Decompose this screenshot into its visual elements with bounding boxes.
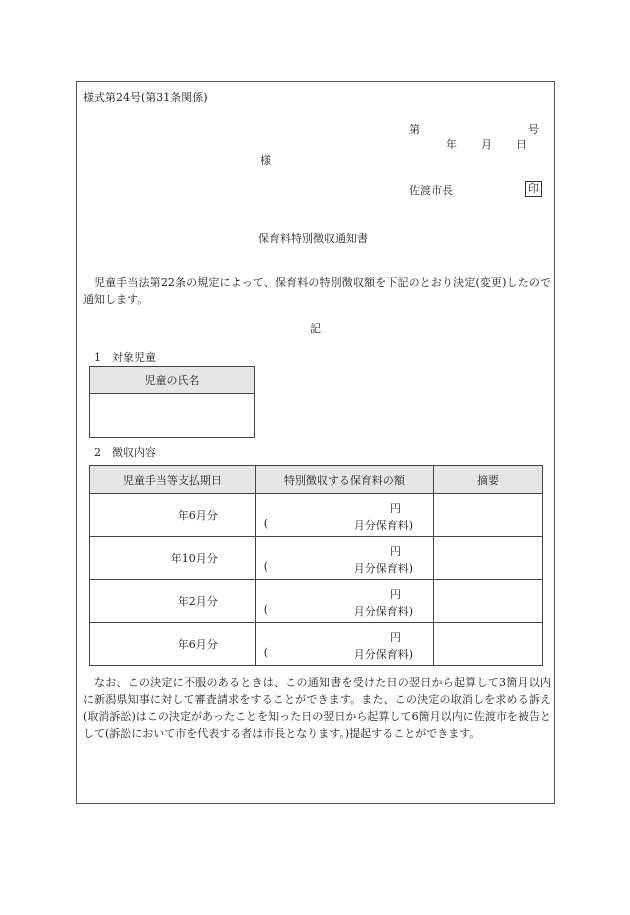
section2-heading: 2 徴収内容 xyxy=(94,446,156,459)
remarks-cell xyxy=(434,580,543,623)
amount-cell xyxy=(255,537,433,580)
collection-table xyxy=(89,465,543,666)
number-suffix: 号 xyxy=(528,123,539,136)
issuer: 佐渡市長 xyxy=(409,184,453,197)
date-day: 日 xyxy=(516,138,527,151)
yen-unit: 円 xyxy=(390,631,402,644)
child-table xyxy=(89,366,255,438)
date-month: 月 xyxy=(481,138,492,151)
table-header-row xyxy=(90,466,543,494)
child-name-cell xyxy=(90,394,255,438)
remarks-cell xyxy=(434,494,543,537)
table-row xyxy=(90,537,543,580)
date-year: 年 xyxy=(446,138,457,151)
amount-cell xyxy=(255,580,433,623)
amount-cell xyxy=(255,623,433,666)
yen-unit: 円 xyxy=(390,545,402,558)
payment-date-header: 児童手当等支払期日 xyxy=(90,466,256,494)
remarks-cell xyxy=(434,537,543,580)
amount-cell xyxy=(255,494,433,537)
addressee-suffix: 様 xyxy=(260,154,271,167)
remarks-cell xyxy=(434,623,543,666)
month-fee-label: 月分保育料) xyxy=(353,519,414,532)
paren-open: ( xyxy=(263,603,269,616)
yen-unit: 円 xyxy=(390,588,402,601)
notice-paragraph: なお、この決定に不服のあるときは、この通知書を受けた日の翌日から起算して3箇月以内に新潟県知事に対して審査請求をすることができます。また、この決定の取消しを求める訴え(取消訴訟)はこの決定があったことを知った日の翌日から起算して6箇月以内に佐渡市を被告として(訴訟において市を代表する者は市長となります。)提起することができます。 xyxy=(83,676,551,740)
payment-date-cell: 年6月分 xyxy=(90,494,256,537)
month-fee-label: 月分保育料) xyxy=(353,562,414,575)
document-title: 保育料特別徴収通知書 xyxy=(258,232,368,245)
section1-heading: 1 対象児童 xyxy=(94,351,156,364)
amount-header: 特別徴収する保育料の額 xyxy=(255,466,433,494)
table-row xyxy=(90,494,543,537)
ki-heading: 記 xyxy=(310,322,321,335)
payment-date-cell: 年10月分 xyxy=(90,537,256,580)
seal-label: 印 xyxy=(525,181,542,197)
form-number: 様式第24号(第31条関係) xyxy=(83,91,208,104)
child-name-header: 児童の氏名 xyxy=(90,367,255,394)
paren-open: ( xyxy=(263,560,269,573)
payment-date-cell: 年6月分 xyxy=(90,623,256,666)
paren-open: ( xyxy=(263,517,269,530)
table-row xyxy=(90,580,543,623)
number-prefix: 第 xyxy=(409,123,420,136)
payment-date-cell: 年2月分 xyxy=(90,580,256,623)
table-row xyxy=(90,623,543,666)
seal-mark xyxy=(525,181,542,197)
remarks-header: 摘要 xyxy=(434,466,543,494)
intro-paragraph: 児童手当法第22条の規定によって、保育料の特別徴収額を下記のとおり決定(変更)したので通知します。 xyxy=(83,276,551,306)
yen-unit: 円 xyxy=(390,502,402,515)
month-fee-label: 月分保育料) xyxy=(353,648,414,661)
paren-open: ( xyxy=(263,646,269,659)
month-fee-label: 月分保育料) xyxy=(353,605,414,618)
